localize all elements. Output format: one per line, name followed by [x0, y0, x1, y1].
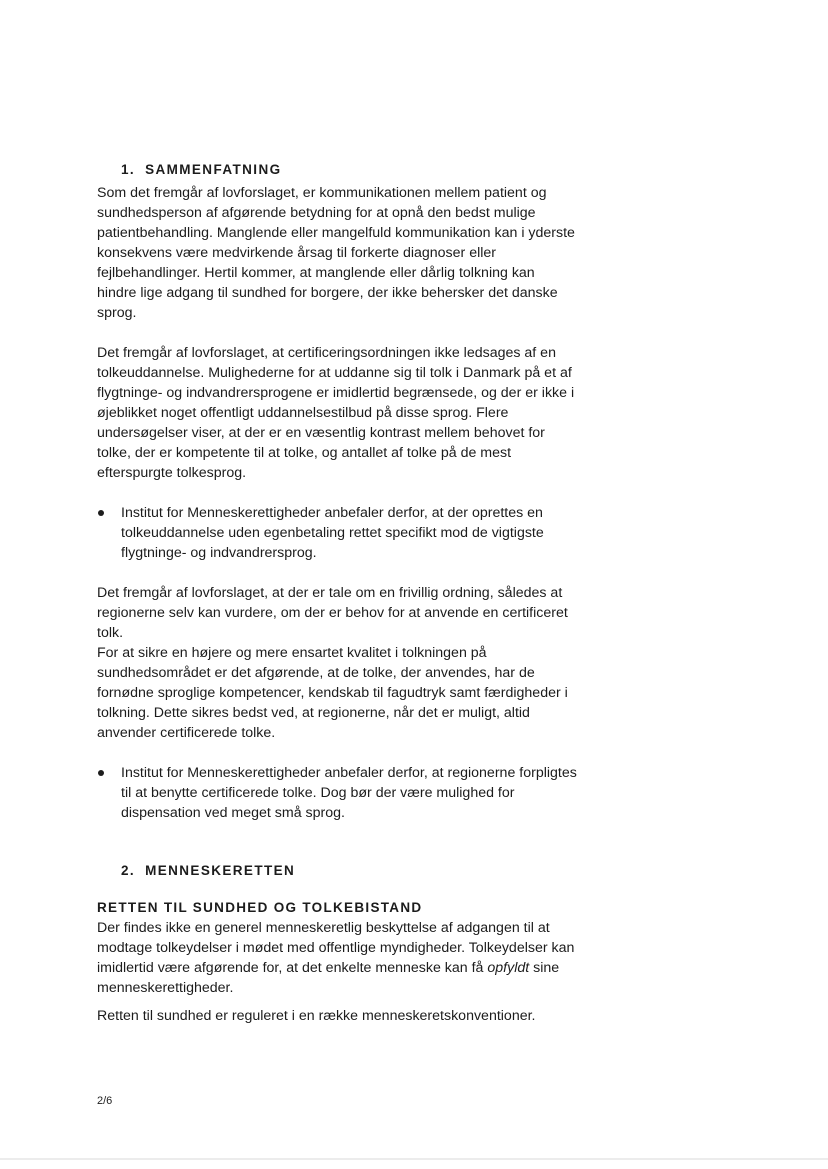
recommendation-text: Institut for Menneskerettigheder anbefaler derfor, at regionerne forpligtes til at benytte certificerede tolke. Dog bør der være mulighed for dispensation ved meget små sprog.: [121, 765, 577, 821]
recommendation-item: [97, 503, 577, 563]
section-2-paragraph-2: Retten til sundhed er reguleret i en række menneskeretskonventioner.: [97, 1008, 536, 1024]
recommendation-list-1: [97, 503, 577, 563]
recommendation-text: Institut for Menneskerettigheder anbefaler derfor, at der oprettes en tolkeuddannelse uden egenbetaling rettet specifikt mod de vigtigste flygtninge- og indvandrersprog.: [121, 505, 544, 561]
bullet-icon: [98, 770, 104, 776]
section-1-paragraph-4: For at sikre en højere og mere ensartet kvalitet i tolkningen på sundhedsområdet er det afgørende, at de tolke, der anvendes, har de fornødne sproglige kompetencer, kendskab til fagudtryk samt færdigheder i tolkning. Dette sikres bedst ved, at regionerne, når det er muligt, altid anvender certificerede tolke.: [97, 645, 568, 741]
bullet-icon: [98, 510, 104, 516]
recommendation-list-2: [97, 763, 577, 823]
section-2-title: MENNESKERETTEN: [145, 863, 296, 878]
paragraph-text: sine menneskerettigheder.: [97, 960, 560, 996]
section-2-paragraph-1: [97, 918, 577, 998]
section-2-heading: [121, 861, 577, 881]
section-2-subheading: RETTEN TIL SUNDHED OG TOLKEBISTAND: [97, 900, 423, 915]
section-1-paragraph-1: Som det fremgår af lovforslaget, er kommunikationen mellem patient og sundhedsperson af afgørende betydning for at opnå den bedst mulige patientbehandling. Manglende eller mangelfuld kommunikation kan i yderste konsekvens være medvirkende årsag til forkerte diagnoser eller fejlbehandlinger. Hertil kommer, at manglende eller dårlig tolkning kan hindre lige adgang til sundhed for borgere, der ikke behersker det danske sprog.: [97, 185, 575, 321]
paragraph-text: Der findes ikke en generel menneskeretlig beskyttelse af adgangen til at modtage tolkeydelser i mødet med offentlige myndigheder. Tolkeydelser kan imidlertid være afgørende for, at det enkelte menneske kan få: [97, 920, 575, 976]
scan-edge: [0, 1158, 828, 1160]
section-1-title: SAMMENFATNING: [145, 162, 282, 177]
section-1-number: 1.: [121, 162, 136, 177]
section-1-paragraph-3: Det fremgår af lovforslaget, at der er tale om en frivillig ordning, således at regionerne selv kan vurdere, om der er behov for at anvende en certificeret tolk.: [97, 585, 568, 641]
page-content: [97, 160, 577, 1026]
emphasized-word: opfyldt: [487, 960, 530, 976]
section-1-paragraph-2: Det fremgår af lovforslaget, at certificeringsordningen ikke ledsages af en tolkeuddannelse. Mulighederne for at uddanne sig til tolk i Danmark på et af flygtninge- og indvandrersprogene er imidlertid begrænsede, og der er ikke i øjeblikket noget offentligt uddannelsestilbud på disse sprog. Flere undersøgelser viser, at der er en væsentlig kontrast mellem behovet for tolke, der er kompetente til at tolke, og antallet af tolke på de mest efterspurgte tolkesprog.: [97, 345, 575, 481]
section-1-heading: [121, 160, 577, 180]
page-number: 2/6: [97, 1095, 113, 1107]
recommendation-item: [97, 763, 577, 823]
section-2-number: 2.: [121, 863, 136, 878]
